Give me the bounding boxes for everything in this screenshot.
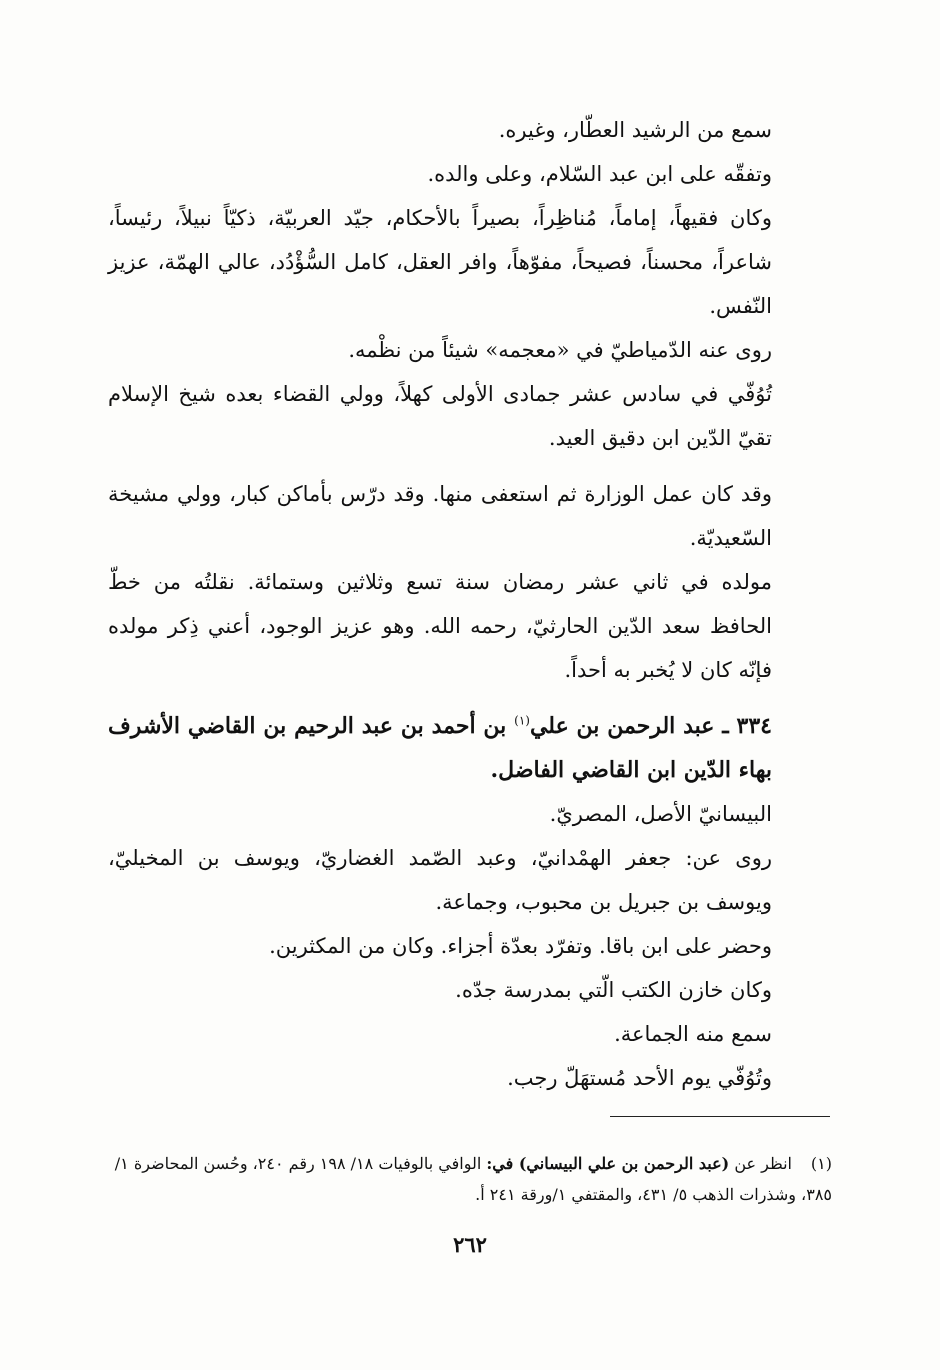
main-text <box>108 108 830 1100</box>
paragraph-ministry: وقد كان عمل الوزارة ثم استعفى منها. وقد درّس بأماكن كبار، وولي مشيخة السّعيديّة. <box>108 482 772 550</box>
entry-heard-by: سمع منه الجماعة. <box>614 1022 772 1046</box>
paragraph-narrated: روى عنه الدّمياطيّ في «معجمه» شيئاً من نظْمه. <box>348 338 772 362</box>
footnote-prefix: انظر عن <box>729 1154 792 1173</box>
entry-lineage: بن أحمد بن عبد الرحيم بن القاضي الأشرف بهاء الدّين ابن القاضي الفاضل. <box>108 713 772 783</box>
entry-narrated-from: روى عن: جعفر الهمْدانيّ، وعبد الصّمد الغضاريّ، ويوسف بن المخيليّ، ويوسف بن جبريل بن محبوب، وجماعة. <box>108 846 772 914</box>
paragraph-heard: سمع من الرشيد العطّار، وغيره. <box>498 118 772 142</box>
entry-name: ٣٣٤ ـ عبد الرحمن بن علي <box>529 713 772 739</box>
paragraph-death: تُوُفّي في سادس عشر جمادى الأولى كهلاً، وولي القضاء بعده شيخ الإسلام تقيّ الدّين ابن دقيق العيد. <box>108 382 772 450</box>
footnote-reference: (١) <box>514 713 530 728</box>
footnote-separator <box>610 1116 830 1117</box>
entry-death: وتُوُفّي يوم الأحد مُستهَلّ رجب. <box>507 1066 772 1090</box>
entry-attended: وحضر على ابن باقا. وتفرّد بعدّة أجزاء. وكان من المكثرين. <box>269 934 772 958</box>
entry-heading <box>108 704 830 792</box>
entry-origin: البيسانيّ الأصل، المصريّ. <box>549 802 772 826</box>
page-number: ٢٦٢ <box>453 1232 487 1257</box>
footnote-sources: الوافي بالوفيات ١٨/ ١٩٨ رقم ٢٤٠، وحُسن المحاضرة ١/ ٣٨٥، وشذرات الذهب ٥/ ٤٣١، والمقتفي ١/ورقة ٢٤١ أ. <box>114 1154 832 1204</box>
paragraph-birth: مولده في ثاني عشر رمضان سنة تسع وثلاثين وستمائة. نقلتُه من خطّ الحافظ سعد الدّين الحارثيّ، رحمه الله. وهو عزيز الوجود، أعني ذِكر مولده فإنّه كان لا يُخبر به أحداً. <box>108 570 772 682</box>
footnote <box>106 1148 832 1210</box>
paragraph-studied: وتفقّه على ابن عبد السّلام، وعلى والده. <box>427 162 772 186</box>
paragraph-description: وكان فقيهاً، إماماً، مُناظِراً، بصيراً بالأحكام، جيّد العربيّة، ذكيّاً نبيلاً، رئيساً، شاعراً، محسناً، فصيحاً، مفوّهاً، وافر العقل، كامل السُّؤْدُد، عالي الهمّة، عزيز النّفس. <box>108 206 772 318</box>
footnote-marker: (١) <box>810 1154 832 1173</box>
entry-librarian: وكان خازن الكتب الّتي بمدرسة جدّه. <box>455 978 772 1002</box>
footnote-subject: (عبد الرحمن بن علي البيساني) في: <box>486 1154 730 1173</box>
